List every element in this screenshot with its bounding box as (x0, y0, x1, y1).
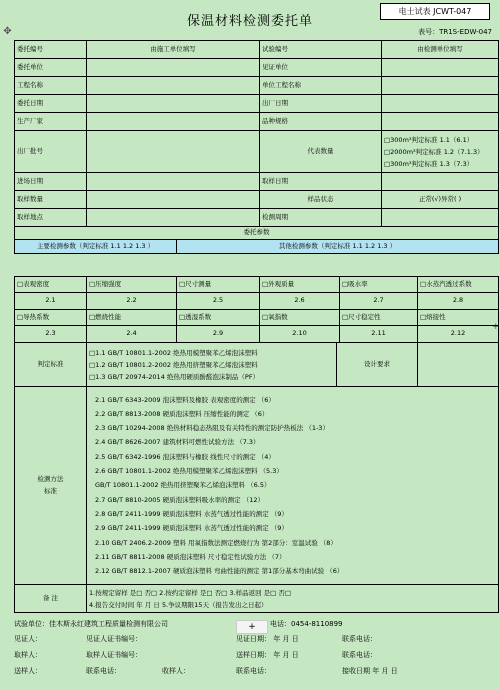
value-unit-project-name[interactable] (382, 77, 499, 95)
testing-unit-phone: 电话：0454-8110899 (270, 620, 343, 628)
label-client: 委托单位 (15, 59, 87, 77)
main-params-label: 主要检测参数（判定标准 1.1 1.2 1.3 ） (15, 240, 177, 254)
param-code: 2.12 (418, 326, 499, 343)
sampler-cert-label: 取样人证书编号： (86, 651, 142, 659)
value-sample-qty[interactable] (87, 191, 260, 209)
qty-option-2[interactable]: □2000m³判定标准 1.2（7.1.3） (384, 147, 484, 156)
method-item: 2.2 GB/T 8813-2008 硬质泡沫塑料 压缩性能的测定 （6） (95, 409, 269, 418)
label-project-name: 工程名称 (15, 77, 87, 95)
param-code: 2.11 (340, 326, 418, 343)
methods-list (87, 387, 499, 585)
label-variety-spec: 品种规格 (260, 113, 382, 131)
param-code: 2.1 (15, 293, 87, 310)
value-test-no[interactable]: 由检测单位填写 (382, 41, 499, 59)
qty-option-1[interactable]: □300m³判定标准 1.1（6.1） (384, 135, 474, 144)
methods-label-line1: 检测方法 (37, 475, 64, 484)
value-manufacturer[interactable] (87, 113, 260, 131)
label-commission-date: 委托日期 (15, 95, 87, 113)
param-apparent-density[interactable]: □表观密度 (15, 277, 87, 293)
method-item: GB/T 10801.1-2002 绝热用挤塑聚苯乙烯泡沫塑料 （6.5） (95, 481, 271, 490)
param-combustion[interactable]: □燃烧性能 (87, 310, 177, 326)
param-dimension[interactable]: □尺寸测量 (177, 277, 260, 293)
label-manufacturer: 生产厂家 (15, 113, 87, 131)
param-weldability[interactable]: □熔接性 (418, 310, 499, 326)
sender-phone-label: 联系电话： (86, 667, 121, 675)
sampler-phone-label: 联系电话： (342, 651, 377, 659)
method-item: 2.7 GB/T 8810-2005 硬质泡沫塑料吸水率的测定 （12） (95, 495, 264, 504)
form-title: 保温材料检测委托单 (186, 14, 313, 29)
value-test-period[interactable] (382, 209, 499, 227)
witness-phone-label: 联系电话： (342, 635, 377, 643)
remarks-content (87, 585, 499, 613)
design-requirement-value[interactable] (418, 343, 499, 387)
param-code: 2.7 (340, 293, 418, 310)
value-batch-no[interactable] (87, 131, 260, 173)
label-represent-qty: 代表数量 (260, 131, 382, 173)
param-code: 2.6 (260, 293, 340, 310)
other-params-label: 其他检测参数（判定标准 1.1 1.2 1.3 ） (177, 240, 499, 254)
receiver-label: 收样人： (162, 667, 190, 675)
standard-option-3[interactable]: □1.3 GB/T 20974-2014 绝热用硬质酚醛泡沫制品（PF） (89, 372, 260, 381)
method-item: 2.10 GB/T 2406.2-2009 塑料 用氧指数法测定燃烧行为 第2部分：室温试验 （8） (95, 538, 337, 547)
param-code: 2.2 (87, 293, 177, 310)
param-code: 2.5 (177, 293, 260, 310)
qty-option-3[interactable]: □300m³判定标准 1.3（7.3） (384, 159, 474, 168)
method-item: 2.12 GB/T 8812.1-2007 硬质泡沫塑料 弯曲性能的测定 第1部分基本弯曲试验 （6） (95, 567, 344, 576)
method-item: 2.9 GB/T 2411-1999 硬质泡沫塑料 水蒸气透过性能的测定 （9） (95, 524, 288, 533)
params-header: 委托参数 (15, 227, 499, 240)
remarks-line-2[interactable]: 4.报告交付时间 年 月 日 5.争议期限15天（报告发出之日起） (89, 600, 268, 609)
params-table (14, 276, 499, 343)
value-sample-status[interactable]: 正常(√)异常( ) (382, 191, 499, 209)
method-item: 2.5 GB/T 6342-1996 泡沫塑料与橡胶 线性尺寸的测定 （4） (95, 452, 275, 461)
value-sampling-site[interactable] (87, 209, 260, 227)
param-code: 2.10 (260, 326, 340, 343)
method-item: 2.4 GB/T 8626-2007 建筑材料可燃性试验方法 （7.3） (95, 438, 260, 447)
value-entry-date[interactable] (87, 173, 260, 191)
standards-table (14, 342, 499, 613)
receive-date-label: 接收日期 年 月 日 (342, 667, 398, 675)
method-item: 2.6 GB/T 10801.1-2002 绝热用模塑聚苯乙烯泡沫塑料 （5.3） (95, 467, 283, 476)
value-project-name[interactable] (87, 77, 260, 95)
param-thermal-conductivity[interactable]: □导热系数 (15, 310, 87, 326)
param-appearance[interactable]: □外观质量 (260, 277, 340, 293)
standards-list (87, 343, 337, 387)
label-commission-no: 委托编号 (15, 41, 87, 59)
testing-unit: 试验单位：佳木斯永红建筑工程质量检测有限公司 (14, 620, 168, 628)
value-sampling-date[interactable] (382, 173, 499, 191)
add-column-icon[interactable]: + (492, 322, 500, 332)
label-sampling-site: 取样地点 (15, 209, 87, 227)
method-item: 2.1 GB/T 6343-2009 泡沫塑料及橡胶 表观密度的测定 （6） (95, 395, 275, 404)
commission-table (14, 40, 499, 254)
value-client[interactable] (87, 59, 260, 77)
move-handle-icon[interactable]: ✥ (3, 26, 12, 37)
form-number-box: 电士试表 JCWT-047 (380, 3, 490, 20)
param-moisture-permeability[interactable]: □透湿系数 (177, 310, 260, 326)
value-variety-spec[interactable] (382, 113, 499, 131)
send-date-label: 送样日期： 年 月 日 (236, 651, 299, 659)
witness-cert-label: 见证人证书编号： (86, 635, 142, 643)
label-test-no: 试验编号 (260, 41, 382, 59)
standards-label: 判定标准 (15, 343, 87, 387)
param-code: 2.3 (15, 326, 87, 343)
method-item: 2.8 GB/T 2411-1999 硬质泡沫塑料 水蒸气透过性能的测定 （9） (95, 509, 288, 518)
method-item: 2.11 GB/T 8811-2008 硬质泡沫塑料 尺寸稳定性试验方法 （7） (95, 552, 286, 561)
table-toolbar-add-button[interactable]: + (236, 620, 268, 634)
receiver-phone-label: 联系电话： (236, 667, 271, 675)
remarks-line-1[interactable]: 1.按规定留样 是□ 否□ 2.按约定留样 是□ 否□ 3.样品返回 是□ 否□ (89, 588, 291, 597)
value-factory-date[interactable] (382, 95, 499, 113)
label-sampling-date: 取样日期 (260, 173, 382, 191)
label-witness-unit: 见证单位 (260, 59, 382, 77)
value-represent-qty (382, 131, 499, 173)
label-sample-qty: 取样数量 (15, 191, 87, 209)
param-code: 2.4 (87, 326, 177, 343)
param-dimensional-stability[interactable]: □尺寸稳定性 (340, 310, 418, 326)
label-test-period: 检测周期 (260, 209, 382, 227)
sampler-label: 取样人： (14, 651, 42, 659)
method-item: 2.3 GB/T 10294-2008 绝热材料稳态热阻及有关特性的测定防护热板法 （1-3） (95, 424, 329, 433)
label-unit-project-name: 单位工程名称 (260, 77, 382, 95)
label-entry-date: 进场日期 (15, 173, 87, 191)
label-factory-date: 出厂日期 (260, 95, 382, 113)
methods-label-line2: 标准 (44, 486, 57, 495)
param-compressive-strength[interactable]: □压缩强度 (87, 277, 177, 293)
table-number: 表号：TR1S-EDW-047 (418, 28, 492, 36)
standard-option-2[interactable]: □1.2 GB/T 10801.2-2002 绝热用挤塑聚苯乙烯泡沫塑料 (89, 360, 258, 369)
standard-option-1[interactable]: □1.1 GB/T 10801.1-2002 绝热用模塑聚苯乙烯泡沫塑料 (89, 348, 258, 357)
value-witness-unit[interactable] (382, 59, 499, 77)
param-code: 2.9 (177, 326, 260, 343)
param-code: 2.8 (418, 293, 499, 310)
label-batch-no: 出厂批号 (15, 131, 87, 173)
label-sample-status: 样品状态 (260, 191, 382, 209)
methods-label (15, 387, 87, 585)
design-requirement-label: 设计要求 (337, 343, 418, 387)
sender-label: 送样人： (14, 667, 42, 675)
value-commission-date[interactable] (87, 95, 260, 113)
param-vapor-coefficient[interactable]: □水蒸汽透过系数 (418, 277, 499, 293)
remarks-label: 备 注 (15, 585, 87, 613)
param-water-absorption[interactable]: □吸水率 (340, 277, 418, 293)
value-commission-no[interactable]: 由施工单位填写 (87, 41, 260, 59)
witness-label: 见证人： (14, 635, 42, 643)
witness-date-label: 见证日期： 年 月 日 (236, 635, 299, 643)
param-oxygen-index[interactable]: □氧指数 (260, 310, 340, 326)
